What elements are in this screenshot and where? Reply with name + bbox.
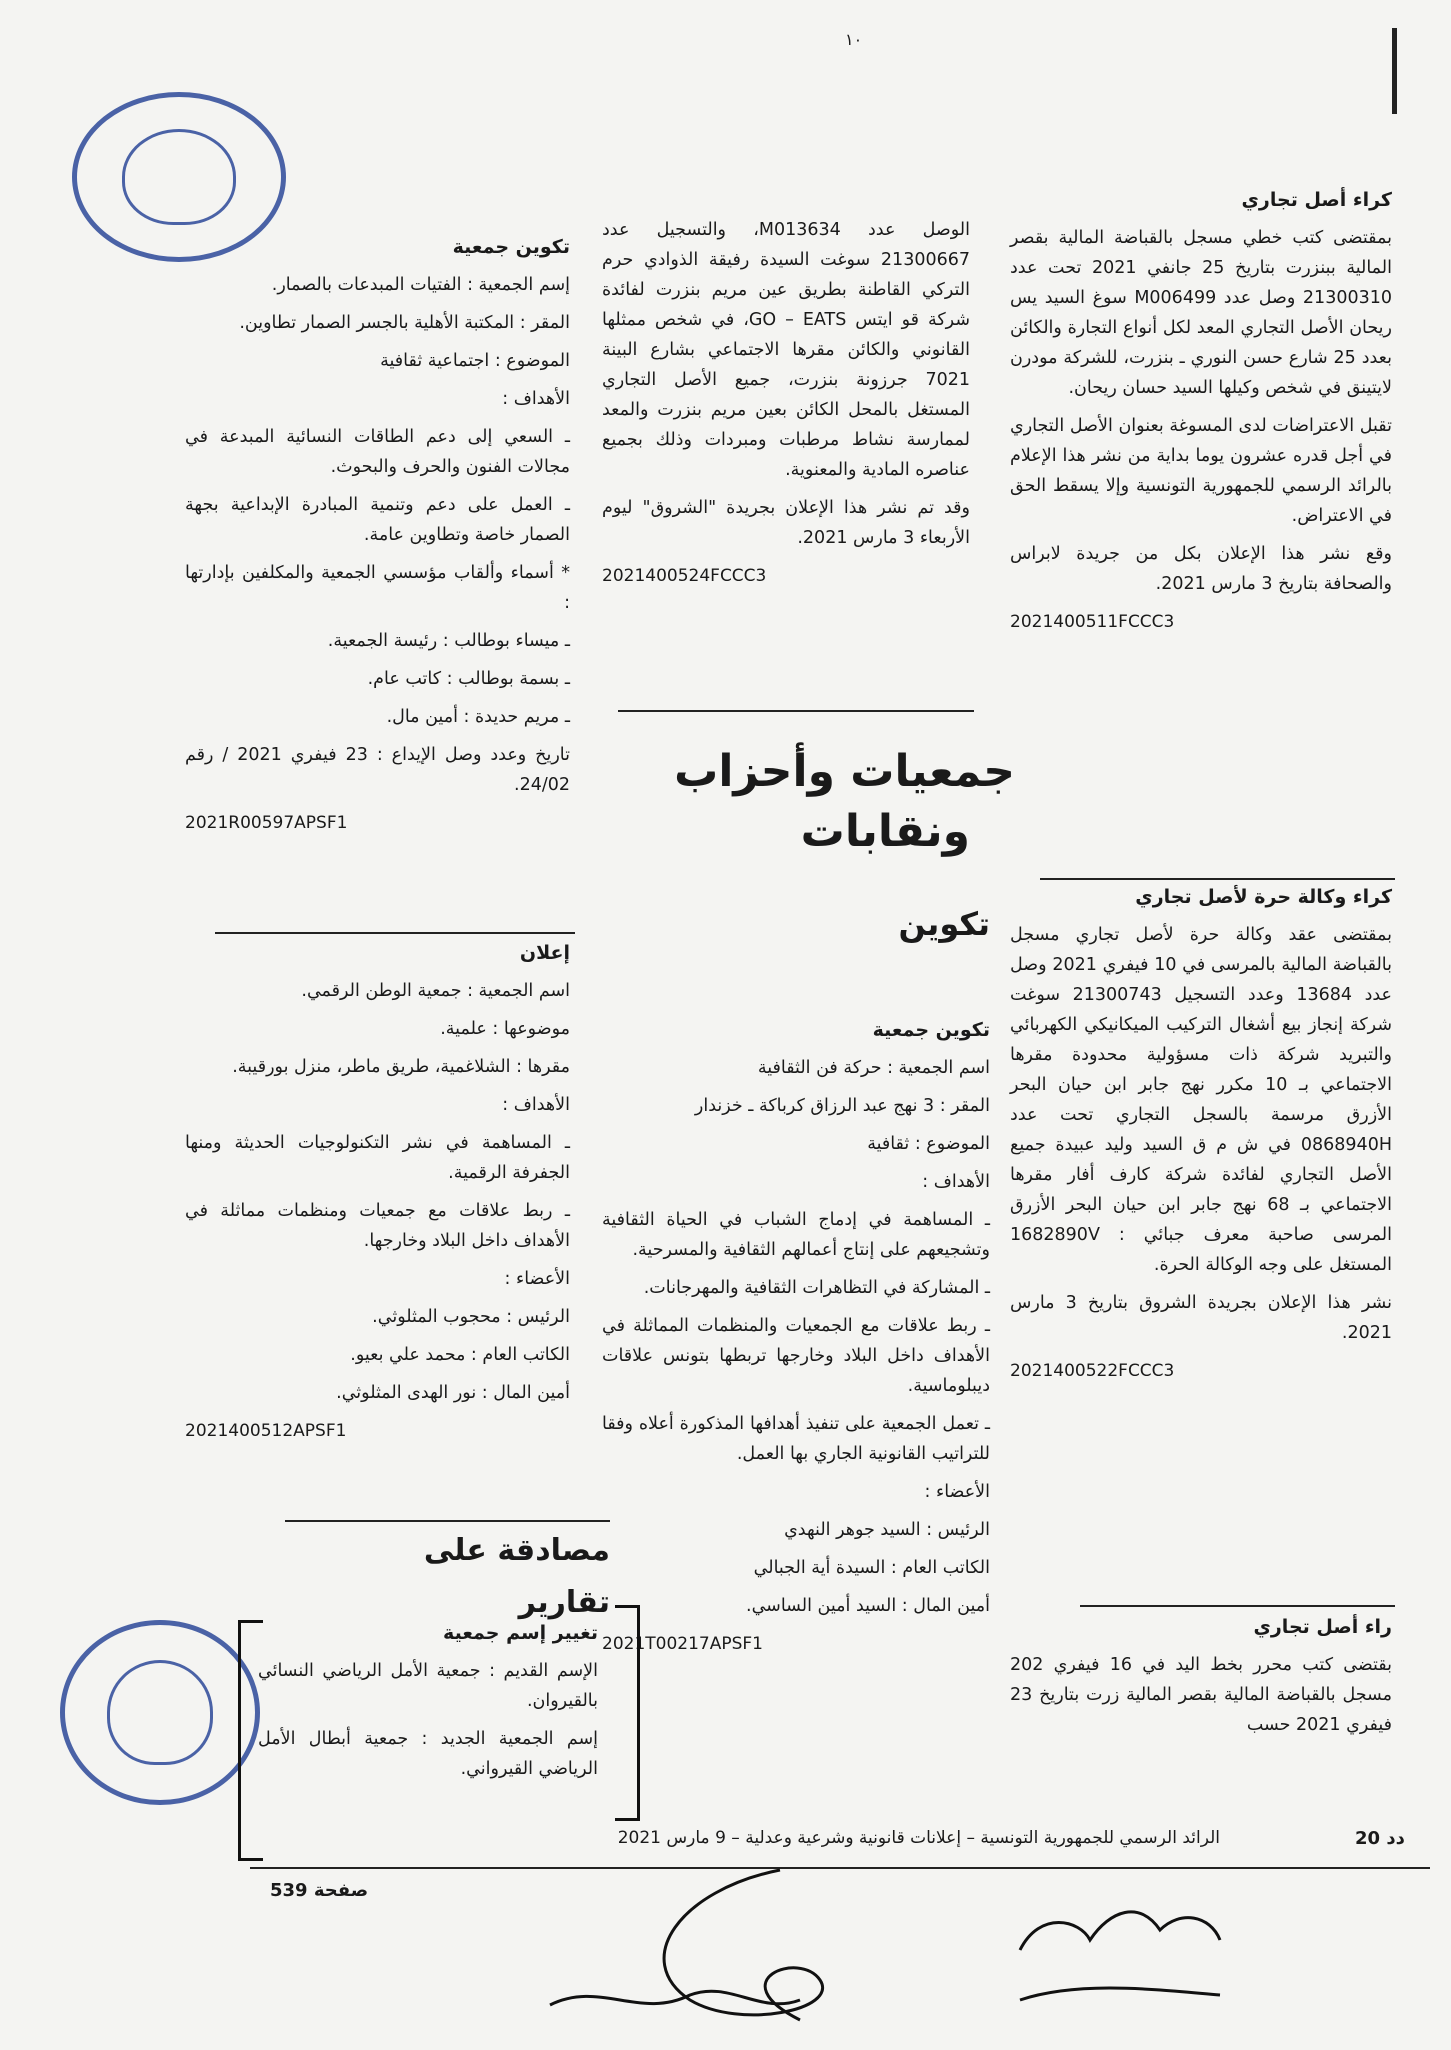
notice-paragraph: ـ تعمل الجمعية على تنفيذ أهدافها المذكورة أعلاه وفقا للتراتيب القانونية الجاري بها العمل. [602, 1414, 990, 1464]
notice-reference: 2021400522FCCC3 [1010, 1361, 1175, 1381]
column-left-block2 [185, 938, 570, 1454]
column-right-block2 [1010, 882, 1392, 1394]
notice-paragraph: ـ ربط علاقات مع الجمعيات والمنظمات المماثلة في الأهداف داخل البلاد وخارجها تربطها بتونس علاقات ديبلوماسية. [602, 1316, 990, 1396]
notice-line: الأعضاء : [504, 1269, 570, 1289]
column-marker [1392, 28, 1397, 114]
notice-heading: تكوين جمعية [452, 236, 570, 258]
separator [1040, 878, 1395, 880]
notice-paragraph: الوصل عدد M013634، والتسجيل عدد 21300667 سوغت السيدة رفيقة الذوادي حرم التركي القاطنة بطريق عين مريم بنزرت لفائدة شركة قو ايتس GO – EATS، في شخص ممثلها القانوني والكائن مقرها الاجتماعي بشارع البينة 7021 جرزونة بنزرت، جميع الأصل التجاري المستغل بالمحل الكائن بعين مريم بنزرت والمعد لممارسة نشاط مرطبات ومبردات وذلك بجميع عناصره المادية والمعنوية. [602, 220, 970, 480]
notice-paragraph: ـ العمل على دعم وتنمية المبادرة الإبداعية بجهة الصمار خاصة وتطاوين عامة. [185, 495, 570, 545]
notice-line: أمين المال : نور الهدى المثلوثي. [336, 1383, 570, 1403]
notice-line: ـ بسمة بوطالب : كاتب عام. [367, 669, 570, 689]
notice-paragraph: المقر : المكتبة الأهلية بالجسر الصمار تطاوين. [239, 313, 570, 333]
section-title: مصادقة على تقارير [423, 1533, 610, 1620]
column-left [185, 232, 570, 846]
bracket-right [615, 1605, 640, 1821]
top-mark: ١٠ [845, 30, 863, 49]
notice-paragraph: ـ السعي إلى دعم الطاقات النسائية المبدعة في مجالات الفنون والحرف والبحوث. [185, 427, 570, 477]
notice-reference: 2021400512APSF1 [185, 1421, 347, 1441]
notice-line: الكاتب العام : السيدة أية الجبالي [753, 1558, 990, 1578]
section-title-line: ونقابات [800, 806, 970, 857]
notice-reference: 2021T00217APSF1 [602, 1634, 763, 1654]
official-stamp-bottom [60, 1620, 260, 1805]
notice-paragraph: بقتضى كتب محرر بخط اليد في 16 فيفري 202 مسجل بالقباضة المالية بقصر المالية زرت بتاريخ 23 فيفري 2021 حسب [1010, 1655, 1393, 1735]
notice-line: إسم الجمعية : الفتيات المبدعات بالصمار. [271, 275, 570, 295]
notice-paragraph: تقبل الاعتراضات لدى المسوغة بعنوان الأصل التجاري في أجل قدره عشرون يوما بداية من نشر هذا الإعلام بالرائد الرسمي للجمهورية التونسية وإلا يسقط الحق في الاعتراض. [1010, 416, 1392, 526]
column-middle-block2 [602, 1015, 990, 1667]
column-right-block3 [1010, 1612, 1392, 1748]
notice-line: اسم الجمعية : جمعية الوطن الرقمي. [301, 981, 570, 1001]
notice-paragraph: الإسم القديم : جمعية الأمل الرياضي النسائي بالقيروان. [258, 1661, 598, 1711]
notice-paragraph: بمقتضى كتب خطي مسجل بالقباضة المالية بقصر المالية ببنزرت بتاريخ 25 جانفي 2021 تحت عدد 21300310 وصل عدد M006499 سوغ السيد يس ريحان الأصل التجاري المعد لكل أنواع التجارة والكائن بعدد 25 شارع حسن النوري ـ بنزرت، للشركة مودرن لايتينق في شخص وكيلها السيد حسان ريحان. [1010, 228, 1392, 398]
notice-line: الموضوع : اجتماعية ثقافية [380, 351, 570, 371]
separator [1080, 1605, 1395, 1607]
notice-line: الكاتب العام : محمد علي بعيو. [350, 1345, 570, 1365]
notice-line: أمين المال : السيد أمين الساسي. [746, 1596, 990, 1616]
notice-line: الأهداف : [502, 1095, 570, 1115]
notice-line: ـ ميساء بوطالب : رئيسة الجمعية. [327, 631, 570, 651]
notice-reference: 2021400511FCCC3 [1010, 612, 1175, 632]
notice-line: الرئيس : السيد جوهر النهدي [784, 1520, 990, 1540]
notice-paragraph: مقرها : الشلاغمية، طريق ماطر، منزل بورقيبة. [232, 1057, 570, 1077]
notice-paragraph: وقد تم نشر هذا الإعلان بجريدة "الشروق" ليوم الأربعاء 3 مارس 2021. [602, 498, 970, 548]
footer-page: صفحة 539 [270, 1880, 369, 1901]
notice-line: الرئيس : محجوب المثلوثي. [372, 1307, 570, 1327]
notice-paragraph: ـ المساهمة في نشر التكنولوجيات الحديثة ومنها الجفرفة الرقمية. [185, 1133, 570, 1183]
notice-line: موضوعها : علمية. [440, 1019, 570, 1039]
footer-issue: دد 20 [1355, 1828, 1405, 1849]
notice-heading: إعلان [519, 942, 570, 964]
notice-paragraph: بمقتضى عقد وكالة حرة لأصل تجاري مسجل بالقباضة المالية بالمرسى في 10 فيفري 2021 وصل عدد 13684 وعدد التسجيل 21300743 سوغت شركة إنجاز بيع أشغال التركيب الميكانيكي الكهربائي والتبريد شركة ذات مسؤولية محدودة مقرها الاجتماعي بـ 10 مكرر نهج جابر ابن حيان البحر الأزرق مرسمة بالسجل التجاري تحت عدد 0868940H في ش م ق السيد وليد عبيدة جميع الأصل التجاري لفائدة شركة كارف أفار مقرها الاجتماعي بـ 68 نهج جابر ابن حيان البحر الأزرق المرسى صاحبة معرف جبائي : 1682890V المستغل على وجه الوكالة الحرة. [1010, 925, 1393, 1275]
notice-heading: تغيير إسم جمعية [443, 1622, 598, 1644]
separator [215, 932, 575, 934]
notice-line: الموضوع : ثقافية [867, 1134, 990, 1154]
section-title [620, 742, 1015, 862]
notice-paragraph: تاريخ وعدد وصل الإيداع : 23 فيفري 2021 / رقم 24/02. [185, 745, 570, 795]
notice-line: المقر : 3 نهج عبد الرزاق كرباكة ـ خزندار [694, 1096, 990, 1116]
notice-paragraph: ـ المشاركة في التظاهرات الثقافية والمهرجانات. [643, 1278, 990, 1298]
notice-paragraph: ـ ربط علاقات مع جمعيات ومنظمات مماثلة في الأهداف داخل البلاد وخارجها. [185, 1201, 570, 1251]
column-right [1010, 185, 1392, 645]
separator [618, 710, 974, 712]
section-title-line: جمعيات وأحزاب [674, 746, 1015, 797]
subsection-title: تكوين [898, 905, 990, 943]
footer-journal: الرائد الرسمي للجمهورية التونسية – إعلانات قانونية وشرعية وعدلية – 9 مارس 2021 [617, 1828, 1220, 1848]
notice-line: الأهداف : [922, 1172, 990, 1192]
notice-paragraph: * أسماء وألقاب مؤسسي الجمعية والمكلفين بإدارتها : [185, 563, 570, 613]
notice-line: ـ مريم حديدة : أمين مال. [386, 707, 570, 727]
column-middle [602, 215, 970, 599]
notice-heading: كراء أصل تجاري [1241, 189, 1392, 211]
notice-paragraph: وقع نشر هذا الإعلان بكل من جريدة لابراس والصحافة بتاريخ 3 مارس 2021. [1010, 544, 1392, 594]
notice-reference: 2021R00597APSF1 [185, 813, 348, 833]
notice-paragraph: ـ المساهمة في إدماج الشباب في الحياة الثقافية وتشجيعهم على إنتاج أعمالهم الثقافية والمسرحية. [602, 1210, 990, 1260]
signature-scribble [520, 1830, 1340, 2040]
column-left-block3 [258, 1618, 598, 1792]
notice-line: الأهداف : [502, 389, 570, 409]
notice-line: اسم الجمعية : حركة فن الثقافية [757, 1058, 990, 1078]
notice-heading: كراء وكالة حرة لأصل تجاري [1135, 886, 1392, 908]
separator [285, 1520, 610, 1522]
notice-paragraph: إسم الجمعية الجديد : جمعية أبطال الأمل الرياضي القيرواني. [258, 1729, 598, 1779]
notice-heading: راء أصل تجاري [1253, 1616, 1392, 1638]
notice-reference: 2021400524FCCC3 [602, 566, 767, 586]
notice-line: الأعضاء : [924, 1482, 990, 1502]
notice-paragraph: نشر هذا الإعلان بجريدة الشروق بتاريخ 3 مارس 2021. [1010, 1293, 1392, 1343]
notice-heading: تكوين جمعية [872, 1019, 990, 1041]
